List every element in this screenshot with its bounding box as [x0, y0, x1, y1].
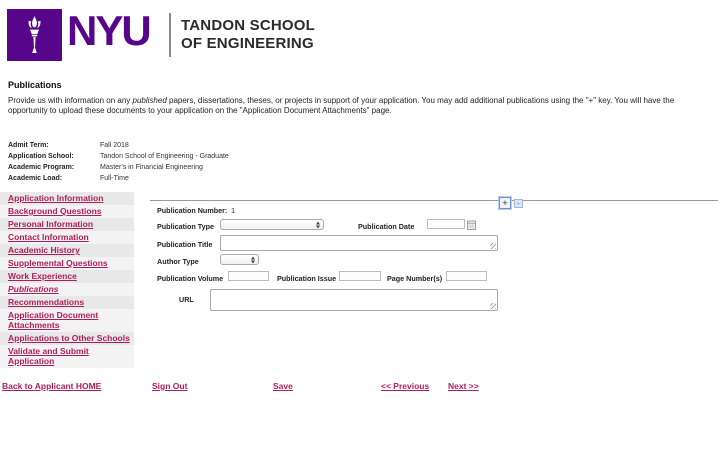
author-type-label: Author Type	[157, 257, 199, 266]
url-textarea[interactable]	[210, 289, 498, 311]
sign-out-link[interactable]: Sign Out	[152, 381, 188, 391]
torch-icon	[21, 14, 48, 56]
sidebar-item-contact-information[interactable]	[0, 231, 134, 244]
sidebar-item-work-experience[interactable]	[0, 270, 134, 283]
summary-label: Academic Program:	[8, 164, 75, 171]
summary-row	[8, 162, 229, 173]
application-summary	[8, 140, 229, 184]
sidebar-item-label: Background Questions	[8, 206, 102, 216]
publication-date-label: Publication Date	[358, 222, 415, 231]
nyu-wordmark: NYU	[67, 7, 150, 54]
summary-row	[8, 140, 229, 151]
summary-value: Master's in Financial Engineering	[100, 164, 203, 171]
publication-issue-input[interactable]	[339, 271, 381, 281]
back-to-home-link[interactable]: Back to Applicant HOME	[2, 381, 102, 391]
publication-title-label: Publication Title	[157, 240, 213, 249]
page-numbers-input[interactable]	[446, 271, 487, 281]
school-name-line1: TANDON SCHOOL	[181, 17, 315, 34]
summary-label: Application School:	[8, 153, 74, 160]
publication-volume-label: Publication Volume	[157, 274, 224, 283]
sidebar-nav	[0, 192, 134, 368]
summary-row	[8, 173, 229, 184]
summary-value: Fall 2018	[100, 142, 129, 149]
summary-value: Tandon School of Engineering - Graduate	[100, 153, 229, 160]
page-title: Publications	[8, 80, 62, 90]
add-publication-button[interactable]: +	[499, 197, 511, 209]
remove-publication-button[interactable]: -	[514, 199, 523, 208]
url-label: URL	[179, 295, 194, 304]
sidebar-item-supplemental-questions[interactable]	[0, 257, 134, 270]
sidebar-item-academic-history[interactable]	[0, 244, 134, 257]
intro-post: papers, dissertations, theses, or projects in support of your application. You may add additional publications using the "+" key. You will have the opportunity to upload these documents to your application on the "Application Document Attachments" page.	[8, 96, 675, 115]
chevron-updown-icon	[316, 221, 320, 228]
sidebar-item-label: Applications to Other Schools	[8, 333, 130, 343]
author-type-select[interactable]	[220, 254, 259, 265]
sidebar-item-label: Validate and Submit Application	[8, 346, 89, 366]
calendar-icon[interactable]	[467, 220, 476, 230]
sidebar-item-label: Academic History	[8, 245, 80, 255]
summary-row	[8, 151, 229, 162]
sidebar-item-validate-and-submit-application[interactable]	[0, 345, 134, 368]
page-numbers-label: Page Number(s)	[387, 274, 443, 283]
school-name	[181, 17, 315, 53]
intro-text	[8, 96, 714, 116]
publication-issue-label: Publication Issue	[277, 274, 337, 283]
sidebar-item-label: Application Information	[8, 193, 104, 203]
intro-italic: published	[132, 96, 167, 105]
sidebar-item-recommendations[interactable]	[0, 296, 134, 309]
chevron-updown-icon	[251, 256, 255, 263]
header-divider	[169, 13, 171, 57]
sidebar-item-application-information[interactable]	[0, 192, 134, 205]
sidebar-item-label: Recommendations	[8, 297, 85, 307]
save-link[interactable]: Save	[273, 381, 293, 391]
sidebar-item-applications-to-other-schools[interactable]	[0, 332, 134, 345]
sidebar-item-background-questions[interactable]	[0, 205, 134, 218]
resize-grip-icon[interactable]	[490, 243, 496, 249]
sidebar-item-application-document-attachments[interactable]	[0, 309, 134, 332]
school-name-line2: OF ENGINEERING	[181, 35, 314, 52]
publication-date-input[interactable]	[427, 219, 465, 229]
sidebar-item-publications[interactable]	[0, 283, 134, 296]
sidebar-item-label: Supplemental Questions	[8, 258, 108, 268]
publication-number-label: Publication Number:	[157, 206, 228, 215]
sidebar-item-label: Application Document Attachments	[8, 310, 99, 330]
publication-volume-input[interactable]	[228, 271, 269, 281]
previous-link[interactable]: << Previous	[381, 381, 430, 391]
publication-type-label: Publication Type	[157, 222, 214, 231]
sidebar-item-personal-information[interactable]	[0, 218, 134, 231]
nyu-logo	[7, 9, 62, 61]
sidebar-item-label: Publications	[8, 284, 59, 294]
summary-label: Admit Term:	[8, 142, 49, 149]
sidebar-item-label: Contact Information	[8, 232, 89, 242]
intro-pre: Provide us with information on any	[8, 96, 133, 105]
summary-label: Academic Load:	[8, 175, 63, 182]
resize-grip-icon[interactable]	[490, 303, 496, 309]
publication-number-value: 1	[231, 206, 236, 215]
summary-value: Full-Time	[100, 175, 129, 182]
next-link[interactable]: Next >>	[448, 381, 479, 391]
publication-type-select[interactable]	[220, 219, 324, 230]
sidebar-item-label: Personal Information	[8, 219, 94, 229]
sidebar-item-label: Work Experience	[8, 271, 77, 281]
publication-title-textarea[interactable]	[220, 235, 498, 251]
form-divider	[150, 200, 718, 201]
